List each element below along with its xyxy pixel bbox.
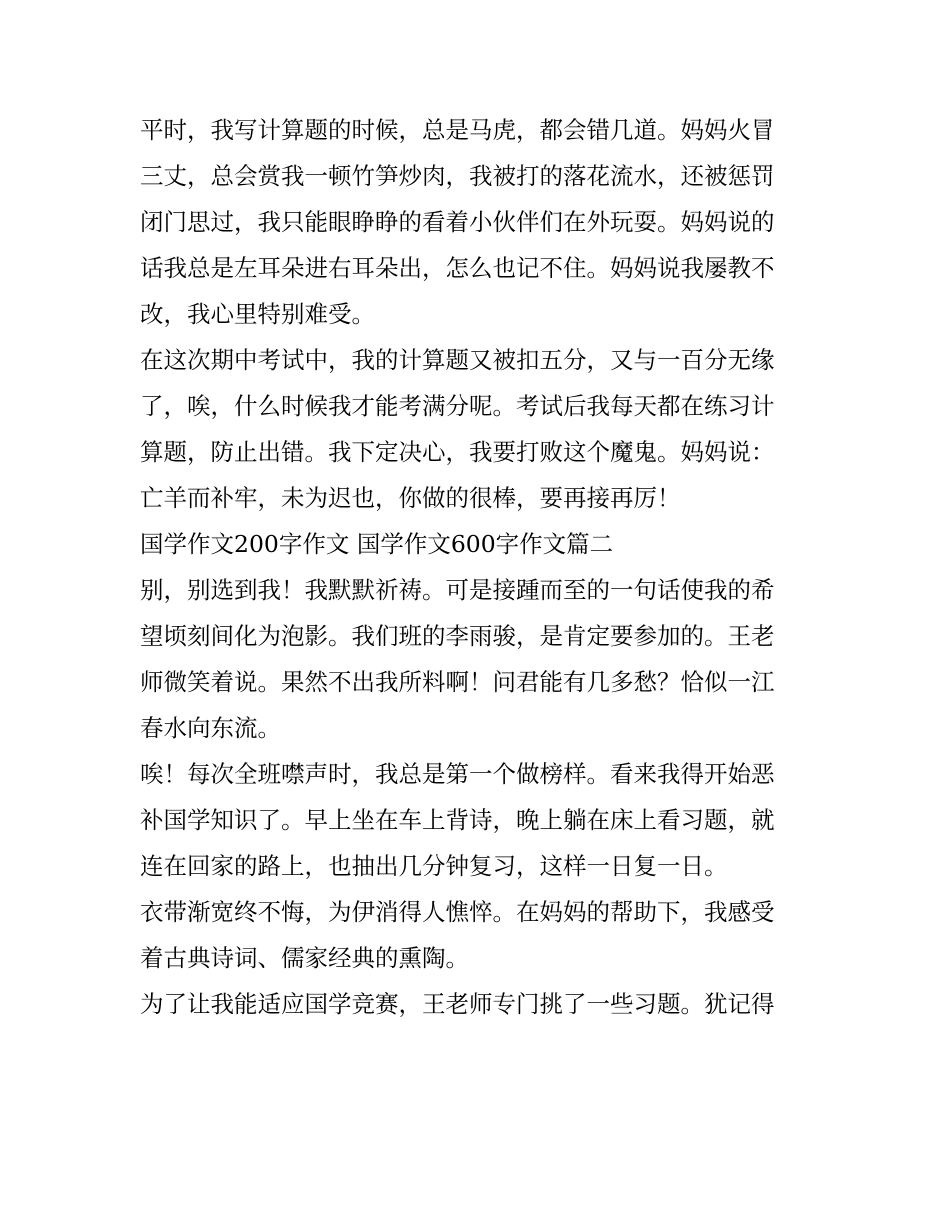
- text-line-20: 为了让我能适应国学竞赛，王老师专门挑了一些习题。犹记得: [140, 990, 775, 1018]
- text-line-16: 补国学知识了。早上坐在车上背诗，晚上躺在床上看习题，就: [140, 806, 775, 834]
- text-line-5: 改，我心里特别难受。: [140, 300, 375, 328]
- text-line-3: 闭门思过，我只能眼睁睁的看着小伙伴们在外玩耍。妈妈说的: [140, 208, 775, 236]
- text-line-1: 平时，我写计算题的时候，总是马虎，都会错几道。妈妈火冒: [140, 116, 775, 144]
- text-line-13: 师微笑着说。果然不出我所料啊！问君能有几多愁？恰似一江: [140, 668, 775, 696]
- text-line-4: 话我总是左耳朵进右耳朵出，怎么也记不住。妈妈说我屡教不: [140, 254, 775, 282]
- text-line-11: 别，别选到我！我默默祈祷。可是接踵而至的一句话使我的希: [140, 576, 775, 604]
- document-body: [140, 107, 820, 1027]
- text-line-15: 唉！每次全班噤声时，我总是第一个做榜样。看来我得开始恶: [140, 760, 775, 788]
- text-line-12: 望顷刻间化为泡影。我们班的李雨骏，是肯定要参加的。王老: [140, 622, 775, 650]
- text-line-17: 连在回家的路上，也抽出几分钟复习，这样一日复一日。: [140, 852, 728, 880]
- text-line-8: 算题，防止出错。我下定决心，我要打败这个魔鬼。妈妈说：: [140, 438, 775, 466]
- text-line-14: 春水向东流。: [140, 714, 281, 742]
- text-line-6: 在这次期中考试中，我的计算题又被扣五分，又与一百分无缘: [140, 346, 775, 374]
- text-line-7: 了，唉，什么时候我才能考满分呢。考试后我每天都在练习计: [140, 392, 775, 420]
- text-line-2: 三丈，总会赏我一顿竹笋炒肉，我被打的落花流水，还被惩罚: [140, 162, 775, 190]
- section-heading: 国学作文200字作文 国学作文600字作文篇二: [140, 530, 614, 558]
- text-line-18: 衣带渐宽终不悔，为伊消得人憔悴。在妈妈的帮助下，我感受: [140, 898, 775, 926]
- text-line-19: 着古典诗词、儒家经典的熏陶。: [140, 944, 469, 972]
- text-line-9: 亡羊而补牢，未为迟也，你做的很棒，要再接再厉！: [140, 484, 681, 512]
